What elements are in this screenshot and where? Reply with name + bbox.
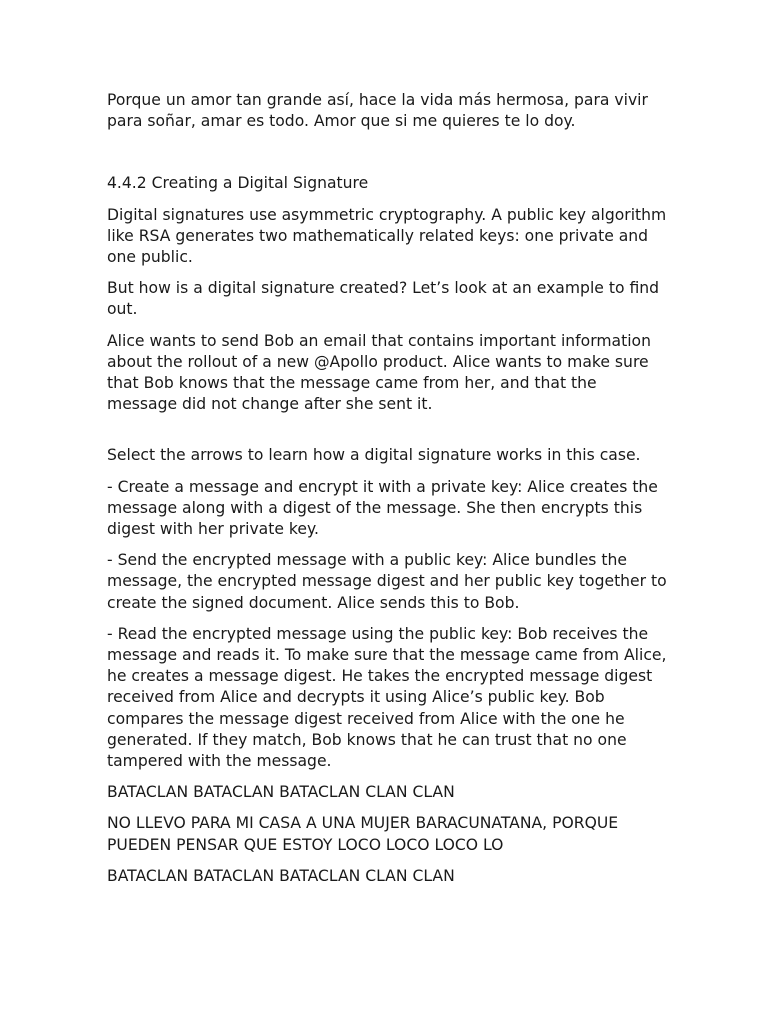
section-heading: 4.4.2 Creating a Digital Signature: [107, 174, 369, 193]
lyric-line-1: BATACLAN BATACLAN BATACLAN CLAN CLAN: [107, 783, 455, 802]
document-page: [107, 90, 667, 887]
intro-paragraph: Porque un amor tan grande así, hace la vida más hermosa, para vivir para soñar, amar es todo. Amor que si me quieres te lo doy.: [107, 91, 648, 131]
paragraph-alice-scenario: Alice wants to send Bob an email that contains important information about the rollout of a new @Apollo product. Alice wants to make sure that Bob knows that the message came from her, and that the message did not change after she sent it.: [107, 331, 651, 414]
paragraph-select-arrows: Select the arrows to learn how a digital signature works in this case.: [107, 446, 641, 465]
paragraph-asymmetric-crypto: Digital signatures use asymmetric cryptography. A public key algorithm like RSA generates two mathematically related keys: one private and one public.: [107, 205, 667, 267]
lyric-line-3: BATACLAN BATACLAN BATACLAN CLAN CLAN: [107, 866, 455, 885]
step-send-message: - Send the encrypted message with a public key: Alice bundles the message, the encrypted message digest and her public key together to create the signed document. Alice sends this to Bob.: [107, 551, 667, 612]
lyric-line-2: NO LLEVO PARA MI CASA A UNA MUJER BARACUNATANA, PORQUE PUEDEN PENSAR QUE ESTOY LOCO LOCO LOCO LO: [107, 814, 619, 854]
step-read-message: - Read the encrypted message using the public key: Bob receives the message and reads it. To make sure that the message came from Alice, he creates a message digest. He takes the encrypted message digest received from Alice and decrypts it using Alice’s public key. Bob compares the message digest received from Alice with the one he generated. If they match, Bob knows that he can trust that no one tampered with the message.: [107, 624, 667, 771]
step-create-message: - Create a message and encrypt it with a private key: Alice creates the message along with a digest of the message. She then encrypts this digest with her private key.: [107, 477, 658, 539]
paragraph-question: But how is a digital signature created? Let’s look at an example to find out.: [107, 279, 660, 319]
